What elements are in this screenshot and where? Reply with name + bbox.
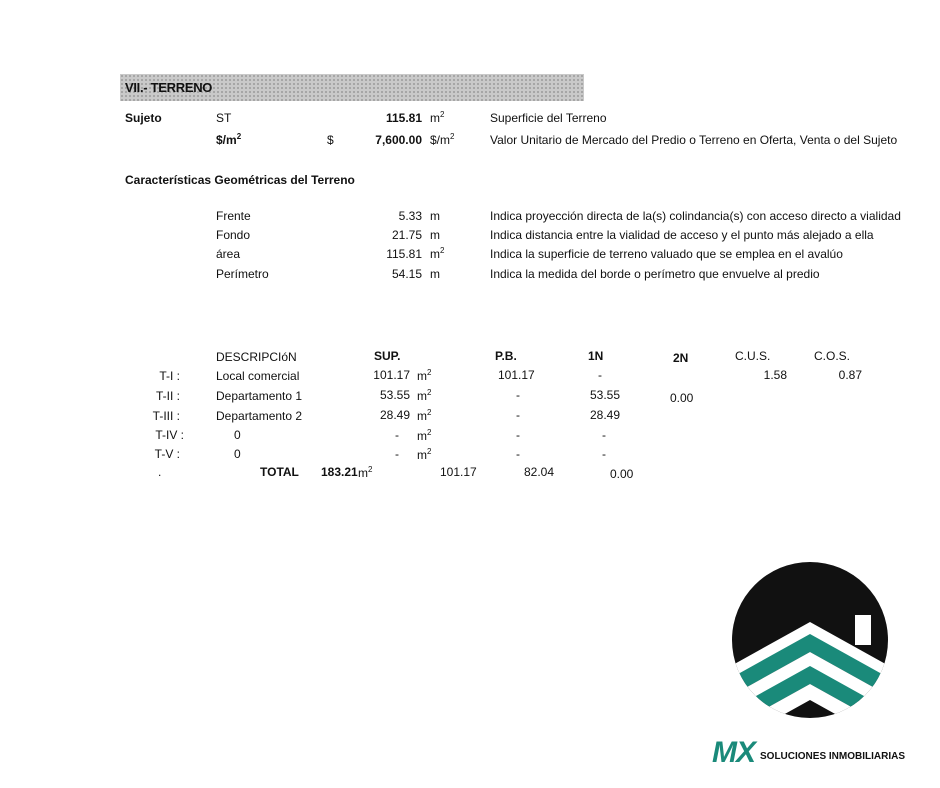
- geo-area-desc: Indica la superficie de terreno valuado que se emplea en el avalúo: [490, 247, 843, 261]
- table-row-pb: -: [516, 408, 520, 422]
- brand-mark: MX: [712, 736, 755, 769]
- col-header-pb: P.B.: [495, 349, 517, 363]
- table-row-1n: -: [602, 447, 606, 461]
- table-row-desc: 0: [234, 447, 241, 461]
- geo-fondo-value: 21.75: [391, 228, 422, 242]
- table-row-id: T-IV :: [155, 428, 184, 442]
- geo-perimetro-unit: m: [430, 267, 440, 281]
- section-title: VII.- TERRENO: [125, 80, 213, 95]
- table-row-1n: -: [598, 368, 602, 382]
- table-row-cus: 1.58: [763, 368, 787, 382]
- sujeto-pm2-unit: $\$/m^2$: [430, 132, 455, 147]
- geo-frente-unit: m: [430, 209, 440, 223]
- sujeto-pm2-value: 7,600.00: [375, 133, 422, 147]
- table-row-1n: 53.55: [590, 388, 621, 402]
- table-row-sup: 101.17: [373, 368, 410, 382]
- sujeto-st-unit: $m^2$: [430, 110, 445, 125]
- table-row-cos: 0.87: [838, 368, 862, 382]
- geo-area-label: área: [216, 247, 241, 261]
- col-header-cus: C.U.S.: [735, 349, 771, 363]
- table-row-desc: Local comercial: [216, 369, 300, 383]
- geo-perimetro-value: 54.15: [391, 267, 422, 281]
- brand-tagline: SOLUCIONES INMOBILIARIAS: [760, 751, 906, 762]
- table-row-pb: -: [516, 428, 520, 442]
- geo-perimetro-desc: Indica la medida del borde o perímetro que envuelve al predio: [490, 267, 820, 281]
- sujeto-st-value: 115.81: [385, 111, 422, 125]
- table-row-sup: 53.55: [379, 388, 410, 402]
- geo-fondo-desc: Indica distancia entre la vialidad de acceso y el punto más alejado a ella: [490, 228, 874, 242]
- table-row-unit: $m^2$: [417, 368, 432, 383]
- sujeto-pm2-desc: Valor Unitario de Mercado del Predio o Terreno en Oferta, Venta o del Sujeto: [490, 133, 898, 147]
- col-header-sup: SUP.: [374, 349, 401, 363]
- table-row-sup: -: [395, 428, 399, 442]
- sujeto-st-desc: Superficie del Terreno: [490, 111, 607, 125]
- table-row-unit: $m^2$: [417, 408, 432, 423]
- col-header-descripcion: DESCRIPCIóN: [216, 350, 297, 364]
- table-row-pb: 101.17: [498, 368, 535, 382]
- table-row-desc: Departamento 2: [216, 409, 303, 423]
- geo-area-unit: $m^2$: [430, 246, 445, 261]
- total-sup: 183.21: [321, 465, 358, 479]
- geo-frente-value: 5.33: [398, 209, 422, 223]
- sujeto-pm2-code: $\$/m^2$: [216, 132, 242, 147]
- total-1n: 82.04: [524, 465, 555, 479]
- geo-fondo-unit: m: [430, 228, 440, 242]
- table-row-1n: -: [602, 428, 606, 442]
- col-header-2n: 2N: [673, 351, 689, 365]
- sujeto-pm2-currency: $: [327, 133, 334, 147]
- table-row-desc: Departamento 1: [216, 389, 303, 403]
- geo-frente-label: Frente: [216, 209, 251, 223]
- table-row-sup: -: [395, 447, 399, 461]
- sujeto-label: Sujeto: [125, 111, 162, 125]
- table-row-id: T-II :: [156, 389, 180, 403]
- table-row-pb: -: [516, 447, 520, 461]
- sujeto-st-code: ST: [216, 111, 232, 125]
- table-row-id: T-I :: [159, 369, 180, 383]
- geometria-title: Características Geométricas del Terreno: [125, 173, 355, 187]
- table-row-pb: -: [516, 388, 520, 402]
- table-row-1n: 28.49: [590, 408, 621, 422]
- table-row-2n: 0.00: [670, 391, 694, 405]
- geo-perimetro-label: Perímetro: [216, 267, 269, 281]
- total-label: TOTAL: [260, 465, 299, 479]
- table-row-unit: $m^2$: [417, 447, 432, 462]
- table-row-desc: 0: [234, 428, 241, 442]
- table-row-unit: $m^2$: [417, 388, 432, 403]
- total-2n: 0.00: [610, 467, 634, 481]
- table-row-id: T-III :: [152, 409, 180, 423]
- geo-area-value: 115.81: [386, 247, 422, 261]
- col-header-cos: C.O.S.: [814, 349, 851, 363]
- company-logo: [700, 560, 930, 780]
- geo-frente-desc: Indica proyección directa de la(s) colindancia(s) con acceso directo a vialidad: [490, 209, 901, 223]
- col-header-1n: 1N: [588, 349, 604, 363]
- total-pb: 101.17: [440, 465, 477, 479]
- total-unit: $m^2$: [358, 465, 373, 480]
- table-row-sup: 28.49: [379, 408, 410, 422]
- geo-fondo-label: Fondo: [216, 228, 251, 242]
- total-row-marker: .: [158, 465, 162, 479]
- table-row-id: T-V :: [154, 447, 180, 461]
- table-row-unit: $m^2$: [417, 428, 432, 443]
